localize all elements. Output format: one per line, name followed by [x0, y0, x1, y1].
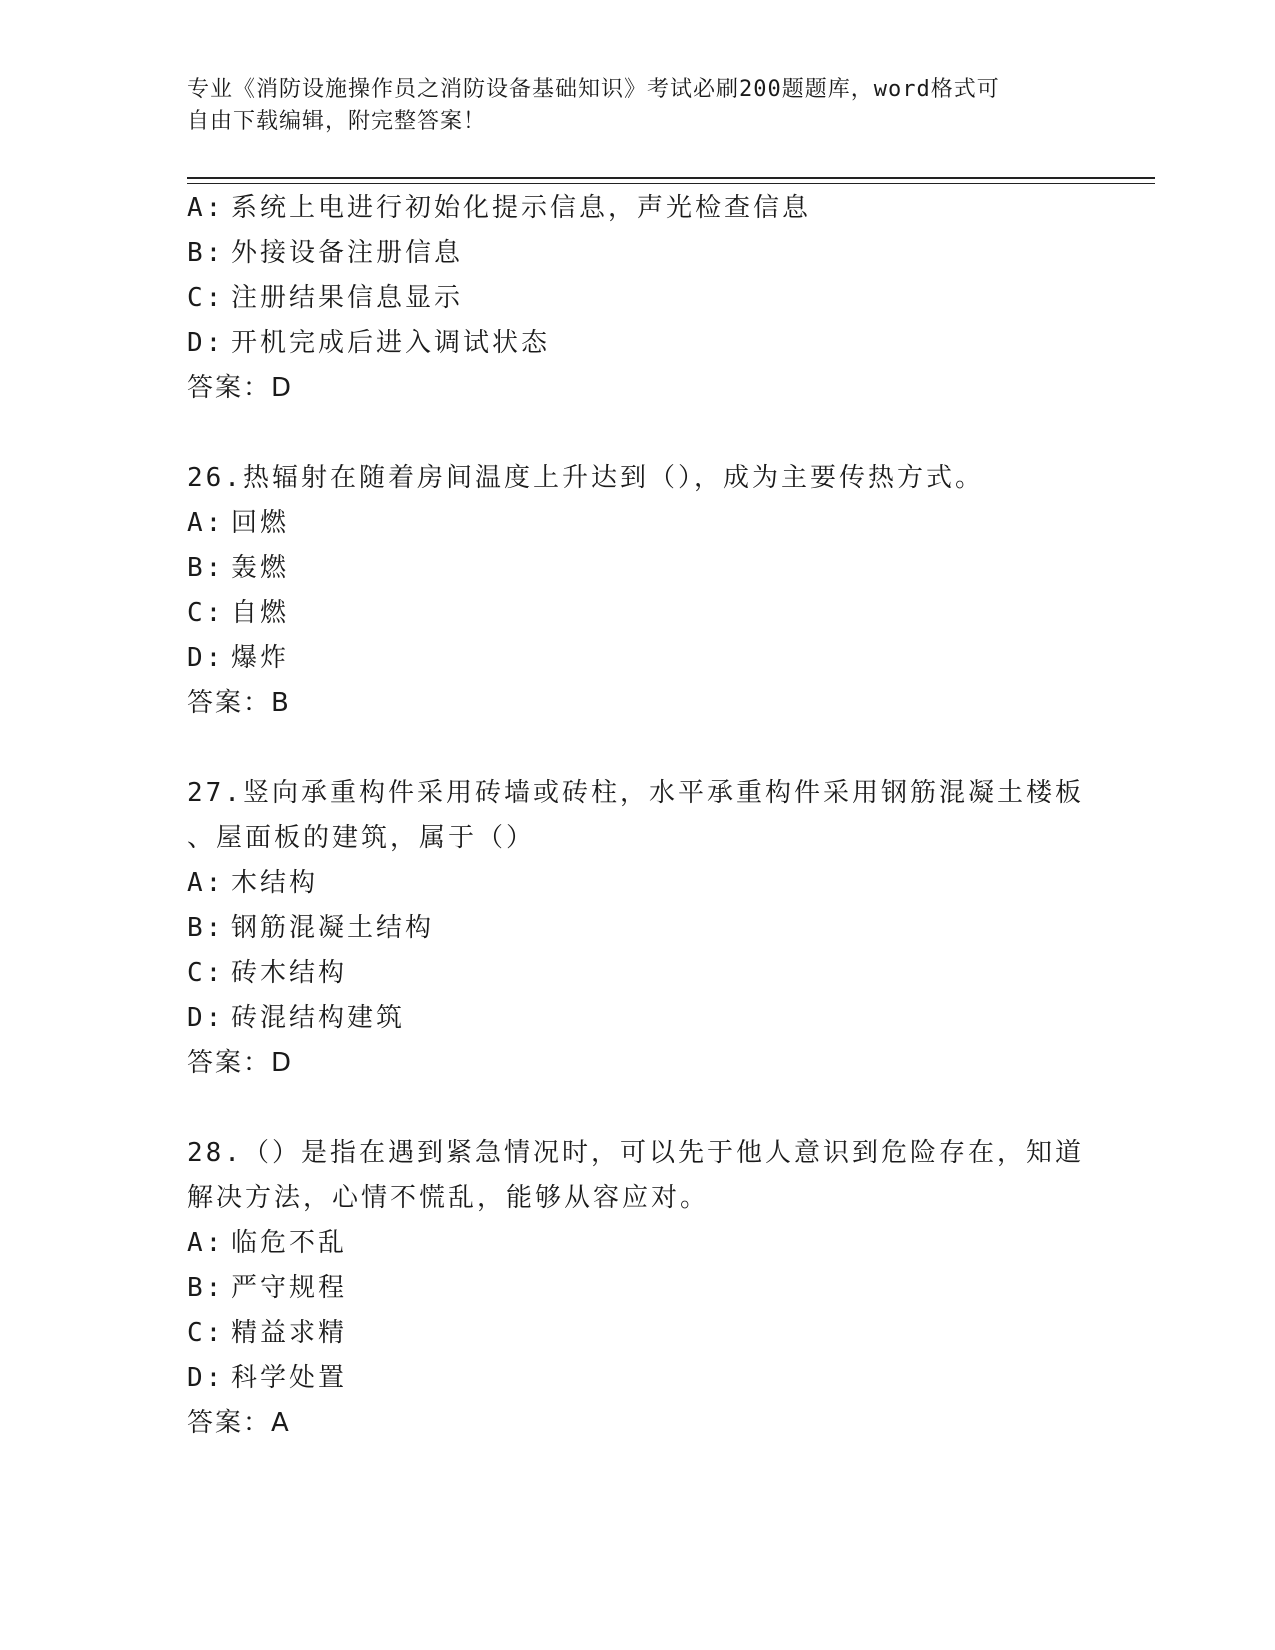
q27-option-c: C: 砖木结构: [187, 958, 348, 988]
q25-option-d: D: 开机完成后进入调试状态: [187, 328, 551, 358]
header-rule-thick: [187, 177, 1155, 179]
q27-option-b: B: 钢筋混凝土结构: [187, 913, 435, 943]
document-header: [187, 74, 1087, 138]
q27-answer: 答案：D: [187, 1048, 294, 1078]
q27-option-d: D: 砖混结构建筑: [187, 1003, 406, 1033]
q26-option-a: A: 回燃: [187, 508, 290, 538]
q27-option-a: A: 木结构: [187, 868, 319, 898]
q26-answer: 答案：B: [187, 688, 291, 718]
q25-option-a: A: 系统上电进行初始化提示信息，声光检查信息: [187, 193, 812, 223]
header-line-1: 专业《消防设施操作员之消防设备基础知识》考试必刷200题题库，word格式可: [187, 77, 1000, 102]
q28-option-c: C: 精益求精: [187, 1318, 348, 1348]
header-line-2: 自由下载编辑，附完整答案！: [187, 109, 487, 134]
q27-stem-line-2: 、屋面板的建筑，属于（）: [187, 823, 536, 853]
q28-option-a: A: 临危不乱: [187, 1228, 348, 1258]
header-rule-thin: [187, 183, 1155, 184]
q28-answer: 答案：A: [187, 1408, 291, 1438]
q26-option-b: B: 轰燃: [187, 553, 290, 583]
q26-option-d: D: 爆炸: [187, 643, 290, 673]
q26-stem: 26.热辐射在随着房间温度上升达到（），成为主要传热方式。: [187, 463, 984, 493]
q27-stem-line-1: 27.竖向承重构件采用砖墙或砖柱，水平承重构件采用钢筋混凝土楼板: [187, 778, 1084, 808]
q25-option-c: C: 注册结果信息显示: [187, 283, 464, 313]
q28-stem-line-1: 28.（）是指在遇到紧急情况时，可以先于他人意识到危险存在，知道: [187, 1138, 1084, 1168]
q25-answer: 答案：D: [187, 373, 294, 403]
q25-option-b: B: 外接设备注册信息: [187, 238, 464, 268]
q28-option-b: B: 严守规程: [187, 1273, 348, 1303]
q28-option-d: D: 科学处置: [187, 1363, 348, 1393]
q26-option-c: C: 自燃: [187, 598, 290, 628]
q28-stem-line-2: 解决方法，心情不慌乱，能够从容应对。: [187, 1183, 710, 1213]
